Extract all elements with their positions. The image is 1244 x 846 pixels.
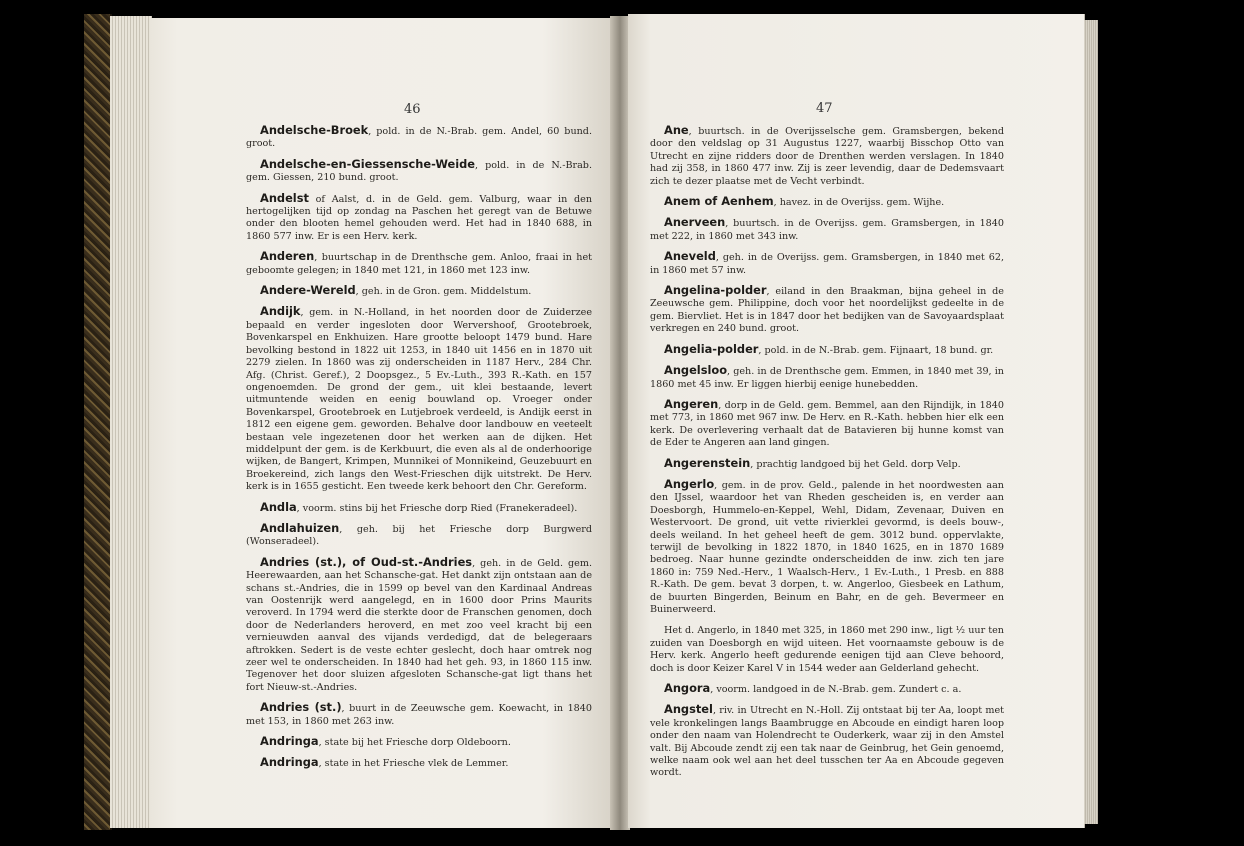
dictionary-entry: [650, 623, 1004, 675]
dictionary-entry: [246, 284, 592, 298]
entry-headword: Angerenstein: [664, 455, 751, 470]
dictionary-entry: [246, 701, 592, 728]
entry-headword: Aneveld: [664, 249, 716, 264]
dictionary-entry: [246, 124, 592, 151]
entry-headword: Anderen: [260, 249, 315, 264]
entry-text: , voorm. landgoed in de N.-Brab. gem. Zundert c. a.: [710, 684, 962, 696]
entry-headword: Andelsche-en-Giessensche-Weide: [260, 156, 475, 171]
entry-headword: Angeren: [664, 396, 719, 411]
dictionary-entry: [650, 457, 1004, 471]
dictionary-entry: [246, 158, 592, 185]
entry-text: , buurt in de Zeeuwsche gem. Koewacht, in 1840 met 153, in 1860 met 263 inw.: [246, 703, 592, 727]
entry-headword: Andelsche-Broek: [260, 123, 369, 137]
dictionary-entry: [246, 192, 592, 244]
page-edges-right: [1084, 20, 1098, 824]
entry-headword: Andla: [260, 499, 297, 514]
entry-headword: Angora: [664, 681, 711, 696]
entry-headword: Andringa: [260, 734, 319, 749]
book-binding: [84, 14, 112, 830]
entry-headword: Andijk: [260, 304, 301, 319]
entry-text: , voorm. stins bij het Friesche dorp Ried (Franekeradeel).: [296, 502, 578, 514]
dictionary-entry: [650, 398, 1004, 450]
entry-text: , dorp in de Geld. gem. Bemmel, aan den Rijndijk, in 1840 met 773, in 1860 met 967 inw. De Herv. en R.-Kath. hebben hier elk een kerk. De overlevering verhaalt dat de Batavieren bij hunne komst van de Eder te Angeren aan land gingen.: [650, 399, 1004, 449]
entry-text: , geh. in de Drenthsche gem. Emmen, in 1840 met 39, in 1860 met 45 inw. Er liggen hierbij eenige hunebedden.: [650, 366, 1004, 390]
entry-text: , buurtsch. in de Overijsselsche gem. Gramsbergen, bekend door den veldslag op 31 Augustus 1227, waarbij Bisschop Otto van Utrecht en zijne ridders door de Drenthen werden verslagen. In 1840 had zij 358, in 1860 477 inw. Zij is zeer levendig, daar de Dedemsvaart zich te dezer plaatse met de Vecht verbindt.: [650, 126, 1004, 187]
entry-text: , geh. in de Gron. gem. Middelstum.: [355, 286, 532, 298]
entry-text: , state in het Friesche vlek de Lemmer.: [318, 758, 509, 770]
dictionary-entry: [246, 250, 592, 277]
entry-headword: Ane: [664, 123, 689, 137]
entry-headword: Angelia-polder: [664, 341, 759, 356]
entry-headword: Angstel: [664, 702, 713, 717]
dictionary-entry: [650, 703, 1004, 779]
entry-text: , pold. in de N.-Brab. gem. Fijnaart, 18 bund. gr.: [758, 344, 994, 356]
entry-text: , prachtig landgoed bij het Geld. dorp Velp.: [750, 458, 961, 470]
entry-headword: Angelina-polder: [664, 283, 767, 298]
entry-headword: Andelst: [260, 190, 309, 205]
dictionary-entry: [650, 124, 1004, 188]
entry-headword: Anerveen: [664, 215, 726, 230]
entry-text: , pold. in de N.-Brab. gem. Andel, 60 bund. groot.: [246, 126, 592, 150]
left-page-text: [246, 124, 592, 778]
entry-text: , gem. in N.-Holland, in het noorden door de Zuiderzee bepaald en verder ingesloten door Wervershoof, Grootebroek, Bovenkarspel en Enkhuizen. Hare grootte beloopt 1479 bund. Hare bevolking bestond in 1822 uit 1253, in 1840 uit 1456 en in 1870 uit 2279 zielen. In 1860 was zij onderscheiden in 1187 Herv., 284 Chr. Afg. (Christ. Geref.), 2 Doopsgez., 5 Ev.-Luth., 393 R.-Kath. en 157 ongenoemden. De grond der gem., uit klei bestaande, levert uitmuntende weiden en eenig bouwland op. Vroeger onder Bovenkarspel, Grootebroek en Lutjebroek verdeeld, is Andijk eerst in 1812 een eigene gem. geworden. Behalve door landbouw en veeteelt bestaan vele ingezetenen door het werken aan de dijken. Het middelpunt der gem. is de Kerkbuurt, die even als al de onderhoorige wijken, de Bangert, Krimpen, Munnikei of Monnikeind, Geuzebuurt en Broekereind, zich langs den West-Frieschen dijk uitstrekt. De Herv. kerk is in 1655 gesticht. Een tweede kerk behoort den Chr. Gereform.: [246, 307, 592, 493]
dictionary-entry: [246, 501, 592, 515]
dictionary-entry: [650, 682, 1004, 696]
entry-headword: Andlahuizen: [260, 520, 340, 535]
right-page-number: 47: [816, 101, 833, 116]
dictionary-entry: [246, 756, 592, 770]
entry-text: , eiland in den Braakman, bijna geheel in de Zeeuwsche gem. Philippine, doch voor het noordelijkst gedeelte in de gem. Biervliet. Het is in 1847 door het bedijken van de Savoyaardsplaat verkregen en 240 bund. groot.: [650, 286, 1004, 335]
entry-text: Het d. Angerlo, in 1840 met 325, in 1860 met 290 inw., ligt ½ uur ten zuiden van Doesborgh en wijd uiteen. Het voornaamste gebouw is de Herv. kerk. Angerlo heeft gedurende eenigen tijd aan Cleve behoord, doch is door Keizer Karel V in 1544 weder aan Gelderland gehecht.: [650, 625, 1004, 674]
dictionary-entry: [246, 556, 592, 694]
entry-text: , gem. in de prov. Geld., palende in het noordwesten aan den IJssel, waardoor het van Rheden gescheiden is, en verder aan Doesborgh, Hummelo-en-Keppel, Wehl, Didam, Zevenaar, Duiven en Westervoort. De grond, uit vette rivierklei gevormd, is deels bouw-, deels weiland. In het geheel heeft de gem. 3012 bund. oppervlakte, terwijl de bevolking in 1822 1870, in 1840 1625, en in 1870 1689 bedroeg. Naar hunne gezindte onderscheidden de inw. zich ten jare 1860 in: 759 Ned.-Herv., 1 Waalsch-Herv., 1 Ev.-Luth., 1 Presb. en 888 R.-Kath. De gem. bevat 3 dorpen, t. w. Angerloo, Giesbeek en Lathum, de buurten Bingerden, Beinum en Bahr, en de geh. Bevermeer en Buinerweerd.: [650, 479, 1004, 615]
entry-headword: Angerlo: [664, 476, 715, 491]
dictionary-entry: [650, 216, 1004, 243]
entry-text: , geh. in de Overijss. gem. Gramsbergen, in 1840 met 62, in 1860 met 57 inw.: [650, 252, 1004, 276]
entry-text: , pold. in de N.-Brab. gem. Giessen, 210 bund. groot.: [246, 159, 592, 184]
page-edges-left: [110, 16, 152, 828]
entry-text: , havez. in de Overijss. gem. Wijhe.: [773, 197, 945, 209]
dictionary-entry: [650, 284, 1004, 336]
dictionary-entry: [246, 305, 592, 493]
entry-headword: Andries (st.): [260, 700, 342, 715]
entry-text: , geh. in de Geld. gem. Heerewaarden, aan het Schansche-gat. Het dankt zijn ontstaan aan de schans st.-Andries, die in 1599 op bevel van den Kardinaal Andreas van Oostenrijk werd aangelegd, en in 1600 door Prins Maurits veroverd. In 1794 werd die sterkte door de Franschen genomen, doch door de Nederlanders heroverd, en met zoo veel kracht bij een vernieuwden aanval des vijands verdedigd, dat de belegeraars aftrokken. Sedert is de veste echter geslecht, doch haar omtrek nog zeer wel te onderscheiden. In 1840 had het geh. 93, in 1860 115 inw. Tegenover het door sluizen afgesloten Schansche-gat ligt thans het fort Nieuw-st.-Andries.: [246, 557, 592, 693]
entry-headword: Angelsloo: [664, 363, 728, 378]
entry-text: , state bij het Friesche dorp Oldeboorn.: [318, 737, 511, 749]
dictionary-entry: [246, 522, 592, 549]
left-page-number: 46: [404, 102, 421, 117]
dictionary-entry: [650, 250, 1004, 277]
dictionary-entry: [246, 735, 592, 749]
dictionary-entry: [650, 478, 1004, 616]
entry-headword: Andringa: [260, 755, 319, 770]
book-gutter: [610, 16, 630, 830]
entry-headword: Andries (st.), of Oud-st.-Andries: [260, 554, 473, 569]
entry-headword: Anem of Aenhem: [664, 194, 774, 209]
entry-text: , buurtschap in de Drenthsche gem. Anloo, fraai in het geboomte gelegen; in 1840 met 121, in 1860 met 123 inw.: [246, 252, 592, 276]
entry-headword: Andere-Wereld: [260, 283, 356, 298]
entry-text: , geh. bij het Friesche dorp Burgwerd (Wonseradeel).: [246, 523, 592, 548]
dictionary-entry: [650, 343, 1004, 357]
dictionary-entry: [650, 364, 1004, 391]
entry-text: , riv. in Utrecht en N.-Holl. Zij ontstaat bij ter Aa, loopt met vele kronkelingen langs Baambrugge en Abcoude en eindigt haren loop onder den naam van Holendrecht te Ouderkerk, waar zij in den Amstel valt. Bij Abcoude zendt zij een tak naar de Geinbrug, het Gein genoemd, welke naam ook wel aan het deel tusschen ter Aa en Abcoude gegeven wordt.: [650, 705, 1004, 779]
dictionary-entry: [650, 195, 1004, 209]
right-page-text: [650, 124, 1004, 787]
entry-text: , buurtsch. in de Overijss. gem. Gramsbergen, in 1840 met 222, in 1860 met 343 inw.: [650, 218, 1004, 242]
entry-text: of Aalst, d. in de Geld. gem. Valburg, waar in den hertogelijken tijd op zondag na Paschen het geregt van de Betuwe onder den blooten hemel gehouden werd. Het had in 1840 688, in 1860 577 inw. Er is een Herv. kerk.: [246, 193, 592, 242]
